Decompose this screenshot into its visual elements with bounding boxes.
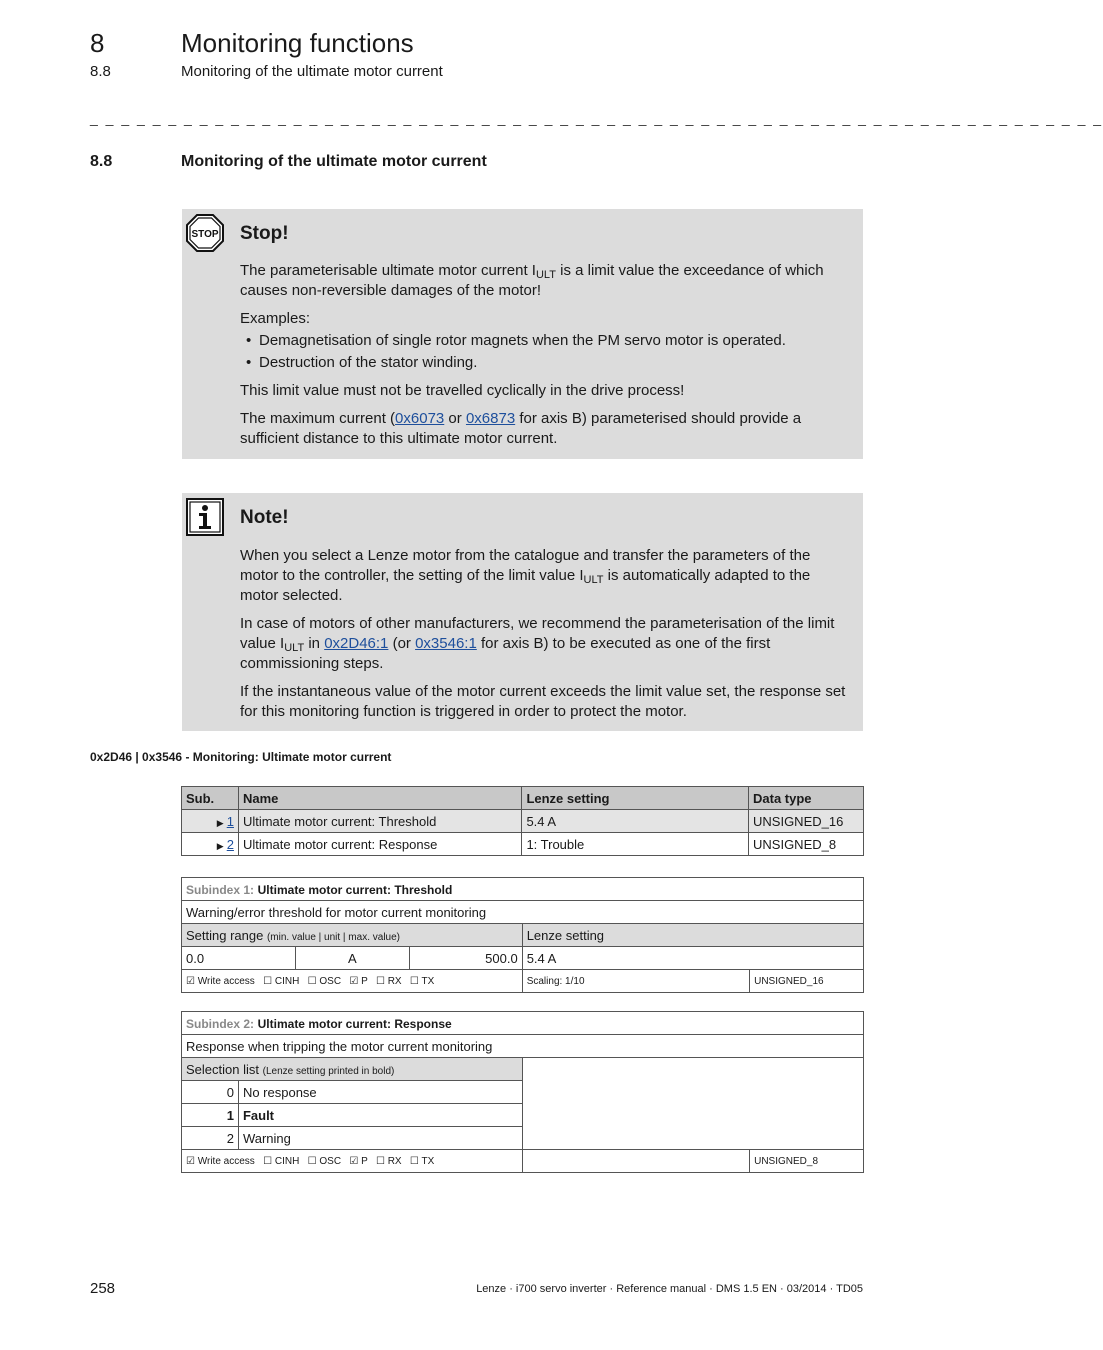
access-flags: ☑ Write access ☐ CINH ☐ OSC ☑ P ☐ RX ☐ TX — [182, 970, 523, 993]
parameter-table — [181, 786, 864, 856]
data-type: UNSIGNED_8 — [750, 1150, 864, 1173]
chapter-title: Monitoring functions — [181, 28, 414, 58]
stop-paragraph-1: The parameterisable ultimate motor current $I_{ULT}$ is a limit value the exceedance of which causes non-reversible damages of the motor! — [240, 262, 824, 299]
link-0x3546-1[interactable]: 0x3546:1 — [415, 635, 477, 652]
list-item: 1 Fault — [182, 1104, 864, 1127]
list-item: 0 No response — [182, 1081, 864, 1104]
max-value: 500.0 — [409, 947, 522, 970]
column-header: Lenze setting — [522, 787, 749, 810]
section-number: 8.8 — [90, 153, 113, 170]
page-number: 258 — [90, 1280, 116, 1297]
subindex-1-table — [181, 877, 864, 993]
link-0x6073[interactable]: 0x6073 — [395, 410, 445, 427]
stop-body — [240, 261, 850, 457]
note-title: Note! — [240, 507, 289, 528]
table-header-row — [182, 787, 864, 810]
subindex-2-link[interactable]: 2 — [226, 836, 234, 852]
triangle-right-icon: ▶ — [216, 840, 224, 851]
link-0x6873[interactable]: 0x6873 — [465, 410, 516, 427]
parameter-heading: 0x2D46 | 0x3546 - Monitoring: Ultimate motor current — [90, 750, 392, 764]
access-flags: ☑ Write access ☐ CINH ☐ OSC ☑ P ☐ RX ☐ TX — [182, 1150, 523, 1173]
note-box — [182, 493, 863, 731]
note-paragraph-3: If the instantaneous value of the motor current exceeds the limit value set, the response set for this monitoring function is triggered in order to protect the motor. — [240, 683, 846, 720]
min-value: 0.0 — [182, 947, 296, 970]
subindex-1-link[interactable]: 1 — [226, 813, 234, 829]
section-title: Monitoring of the ultimate motor current — [181, 153, 487, 170]
table-row: ▶ 1 Ultimate motor current: Threshold 5.4 A UNSIGNED_16 — [182, 810, 864, 833]
triangle-right-icon: ▶ — [216, 817, 224, 828]
subindex-1-description: Warning/error threshold for motor current monitoring — [182, 901, 864, 924]
selection-list-label: Selection list (Lenze setting printed in bold) — [182, 1058, 523, 1081]
examples-label: Examples: — [240, 310, 311, 327]
unit: A — [295, 947, 409, 970]
table-row: ▶ 2 Ultimate motor current: Response 1: Trouble UNSIGNED_8 — [182, 833, 864, 856]
examples-list — [240, 331, 850, 373]
stop-paragraph-2: This limit value must not be travelled cyclically in the drive process! — [240, 382, 685, 399]
setting-range-label: Setting range (min. value | unit | max. value) — [182, 924, 523, 947]
stop-icon — [186, 214, 224, 257]
list-item: 2 Warning — [182, 1127, 864, 1150]
column-header: Data type — [749, 787, 864, 810]
column-header: Sub. — [182, 787, 239, 810]
link-0x2d46-1[interactable]: 0x2D46:1 — [324, 635, 389, 652]
stop-paragraph-3: The maximum current (0x6073 or 0x6873 for axis B) parameterised should provide a sufficient distance to this ultimate motor current. — [240, 410, 802, 447]
subindex-2-description: Response when tripping the motor current monitoring — [182, 1035, 864, 1058]
list-item: • Demagnetisation of single rotor magnets when the PM servo motor is operated. — [240, 331, 850, 351]
list-item: • Destruction of the stator winding. — [240, 353, 850, 373]
stop-box — [182, 209, 863, 459]
svg-text:STOP: STOP — [191, 229, 219, 240]
subindex-2-table — [181, 1011, 864, 1173]
stop-title: Stop! — [240, 223, 289, 244]
lenze-setting-value: 5.4 A — [522, 947, 863, 970]
footer-text: Lenze · i700 servo inverter · Reference manual · DMS 1.5 EN · 03/2014 · TD05 — [476, 1283, 863, 1295]
header-section-title: Monitoring of the ultimate motor current — [181, 63, 443, 80]
data-type: UNSIGNED_16 — [750, 970, 864, 993]
chapter-number: 8 — [90, 28, 105, 58]
note-paragraph-1: When you select a Lenze motor from the catalogue and transfer the parameters of the motor to the controller, the setting of the limit value $I_{ULT}$ is automatically adapted to the motor selected. — [240, 547, 811, 604]
header-separator: _ _ _ _ _ _ _ _ _ _ _ _ _ _ _ _ _ _ _ _ _ _ _ _ _ _ _ _ _ _ _ _ _ _ _ _ _ _ _ _ _ _ _ _ _ _ _ _ _ _ _ _ _ _ _ _ _ _ _ _ _ _ _ _ _ — [90, 110, 1103, 126]
lenze-setting-label: Lenze setting — [522, 924, 863, 947]
subindex-2-title-row: Subindex 2: Ultimate motor current: Response — [182, 1012, 864, 1035]
subindex-1-title-row: Subindex 1: Ultimate motor current: Threshold — [182, 878, 864, 901]
info-icon — [186, 498, 224, 541]
column-header: Name — [238, 787, 521, 810]
note-paragraph-2: In case of motors of other manufacturers, we recommend the parameterisation of the limit value $I_{ULT}$ in 0x2D46:1 (or 0x3546:1 for axis B) to be executed as one of the first commissioning steps. — [240, 615, 835, 672]
scaling: Scaling: 1/10 — [522, 970, 749, 993]
note-body — [240, 546, 850, 730]
header-section-number: 8.8 — [90, 63, 111, 80]
